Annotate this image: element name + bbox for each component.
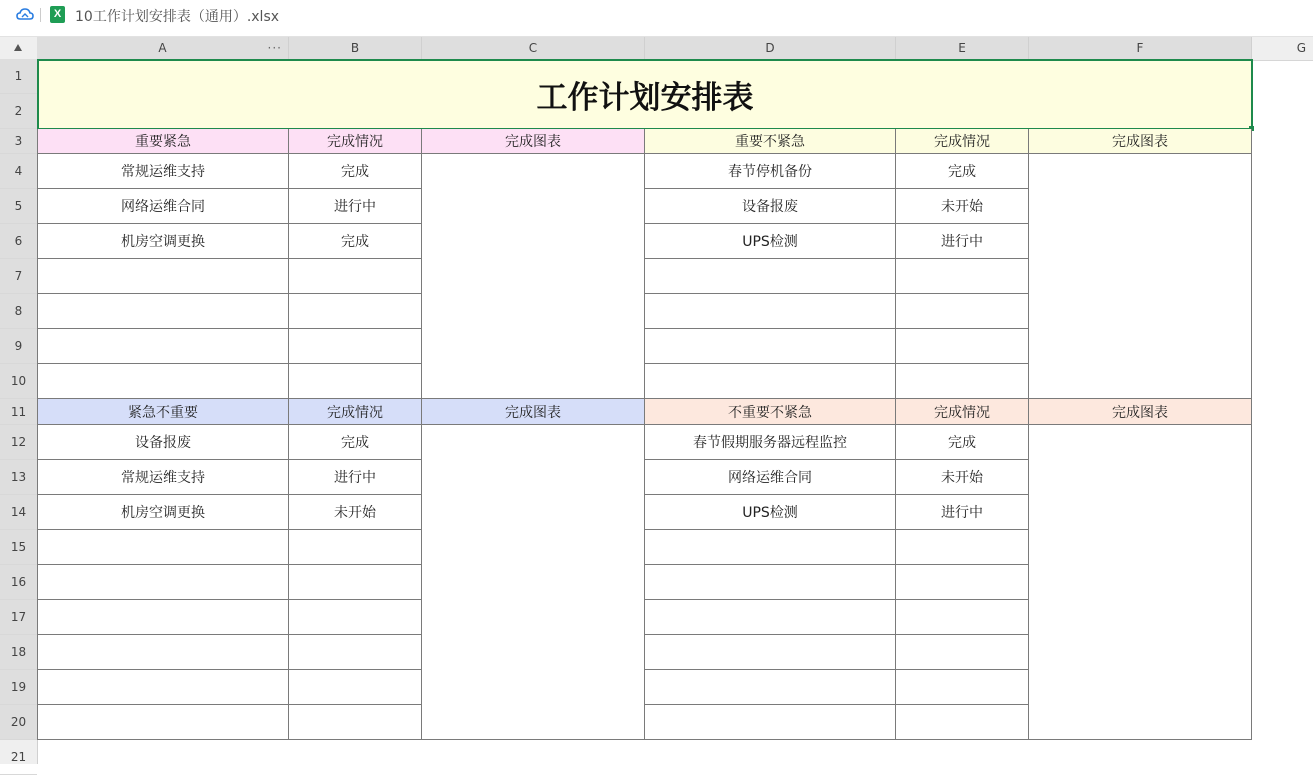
top-right-cell[interactable]: 完成	[896, 154, 1029, 189]
bottom-left-header-2[interactable]: 完成情况	[289, 399, 422, 425]
bottom-right-header-3[interactable]: 完成图表	[1029, 399, 1252, 425]
row-header-18[interactable]: 18	[0, 635, 37, 670]
row-header-3[interactable]: 3	[0, 129, 37, 154]
top-right-header-3[interactable]: 完成图表	[1029, 129, 1252, 154]
select-all-icon	[14, 44, 22, 51]
bottom-left-cell[interactable]: 未开始	[289, 495, 422, 530]
more-options-icon[interactable]: ···	[267, 41, 282, 55]
bottom-left-cell[interactable]	[37, 635, 289, 670]
top-left-header-3[interactable]: 完成图表	[422, 129, 645, 154]
top-right-cell[interactable]: 进行中	[896, 224, 1029, 259]
bottom-left-cell[interactable]: 机房空调更换	[37, 495, 289, 530]
top-right-cell[interactable]	[896, 364, 1029, 399]
bottom-right-cell[interactable]	[896, 530, 1029, 565]
top-right-header-1[interactable]: 重要不紧急	[645, 129, 896, 154]
bottom-left-cell[interactable]: 完成	[289, 425, 422, 460]
top-left-header-2[interactable]: 完成情况	[289, 129, 422, 154]
row-header-14[interactable]: 14	[0, 495, 37, 530]
bottom-right-cell[interactable]	[896, 670, 1029, 705]
bottom-left-cell[interactable]: 设备报废	[37, 425, 289, 460]
top-right-cell[interactable]: 春节停机备份	[645, 154, 896, 189]
top-left-cell[interactable]: 完成	[289, 224, 422, 259]
top-left-cell[interactable]	[37, 364, 289, 399]
column-header-b[interactable]: B	[289, 37, 422, 60]
top-left-cell[interactable]	[37, 294, 289, 329]
bottom-right-cell[interactable]	[896, 565, 1029, 600]
top-left-cell[interactable]: 网络运维合同	[37, 189, 289, 224]
top-right-cell[interactable]	[645, 329, 896, 364]
top-right-cell[interactable]	[645, 294, 896, 329]
row-header-19[interactable]: 19	[0, 670, 37, 705]
top-right-header-2[interactable]: 完成情况	[896, 129, 1029, 154]
row-header-13[interactable]: 13	[0, 460, 37, 495]
select-all-corner[interactable]	[0, 37, 38, 60]
top-right-cell[interactable]: 未开始	[896, 189, 1029, 224]
bottom-left-cell[interactable]	[289, 565, 422, 600]
top-left-cell[interactable]	[289, 329, 422, 364]
bottom-left-header-3[interactable]: 完成图表	[422, 399, 645, 425]
bottom-left-cell[interactable]	[289, 530, 422, 565]
bottom-left-cell[interactable]: 常规运维支持	[37, 460, 289, 495]
bottom-right-cell[interactable]	[645, 530, 896, 565]
top-left-cell[interactable]: 常规运维支持	[37, 154, 289, 189]
row-header-6[interactable]: 6	[0, 224, 37, 259]
top-right-cell[interactable]	[896, 294, 1029, 329]
top-left-cell[interactable]	[289, 294, 422, 329]
bottom-right-cell[interactable]	[645, 600, 896, 635]
bottom-right-cell[interactable]	[645, 670, 896, 705]
top-right-cell[interactable]	[896, 329, 1029, 364]
row-header-16[interactable]: 16	[0, 565, 37, 600]
bottom-right-chart-area[interactable]	[1029, 425, 1252, 740]
bottom-left-cell[interactable]	[37, 670, 289, 705]
top-left-chart-area[interactable]	[422, 154, 645, 399]
bottom-right-cell[interactable]: 未开始	[896, 460, 1029, 495]
bottom-left-cell[interactable]: 进行中	[289, 460, 422, 495]
bottom-right-header-2[interactable]: 完成情况	[896, 399, 1029, 425]
title-bar	[0, 0, 1313, 30]
bottom-left-cell[interactable]	[289, 600, 422, 635]
bottom-right-header-1[interactable]: 不重要不紧急	[645, 399, 896, 425]
bottom-left-cell[interactable]	[37, 600, 289, 635]
row-header-7[interactable]: 7	[0, 259, 37, 294]
bottom-right-cell[interactable]	[645, 705, 896, 740]
bottom-right-cell[interactable]: 春节假期服务器远程监控	[645, 425, 896, 460]
row-header-20[interactable]: 20	[0, 705, 37, 740]
column-header-g[interactable]: G	[1296, 41, 1306, 55]
cloud-icon[interactable]	[16, 7, 34, 23]
column-label-a: A	[158, 41, 167, 55]
top-left-cell[interactable]	[289, 364, 422, 399]
bottom-right-cell[interactable]: 进行中	[896, 495, 1029, 530]
bottom-left-header-1[interactable]: 紧急不重要	[37, 399, 289, 425]
column-header-e[interactable]: E	[896, 37, 1029, 60]
bottom-right-cell[interactable]	[896, 705, 1029, 740]
row-header-bar	[0, 59, 38, 764]
top-right-cell[interactable]	[645, 364, 896, 399]
top-left-cell[interactable]	[37, 259, 289, 294]
bottom-left-chart-area[interactable]	[422, 425, 645, 740]
column-header-d[interactable]: D	[645, 37, 896, 60]
bottom-right-cell[interactable]: 完成	[896, 425, 1029, 460]
column-header-a[interactable]	[37, 37, 289, 60]
row-header-9[interactable]: 9	[0, 329, 37, 364]
top-right-cell[interactable]: UPS检测	[645, 224, 896, 259]
bottom-left-cell[interactable]	[37, 705, 289, 740]
bottom-left-cell[interactable]	[37, 565, 289, 600]
row-header-2[interactable]: 2	[0, 94, 37, 129]
bottom-right-cell[interactable]	[896, 635, 1029, 670]
top-right-cell[interactable]	[645, 259, 896, 294]
top-left-cell[interactable]: 完成	[289, 154, 422, 189]
row-header-8[interactable]: 8	[0, 294, 37, 329]
title-separator	[40, 8, 41, 22]
top-left-cell[interactable]: 机房空调更换	[37, 224, 289, 259]
bottom-left-cell[interactable]	[37, 530, 289, 565]
top-left-cell[interactable]	[289, 259, 422, 294]
bottom-right-cell[interactable]	[645, 635, 896, 670]
row-header-12[interactable]: 12	[0, 425, 37, 460]
page-title[interactable]: 工作计划安排表	[37, 59, 1253, 130]
column-header-f[interactable]: F	[1029, 37, 1252, 60]
row-header-17[interactable]: 17	[0, 600, 37, 635]
file-name: 10工作计划安排表（通用）.xlsx	[75, 9, 280, 25]
row-header-11[interactable]: 11	[0, 399, 37, 425]
bottom-left-cell[interactable]	[289, 670, 422, 705]
column-header-c[interactable]: C	[422, 37, 645, 60]
row-header-1[interactable]: 1	[0, 59, 37, 94]
row-header-5[interactable]: 5	[0, 189, 37, 224]
top-right-cell[interactable]: 设备报废	[645, 189, 896, 224]
top-right-chart-area[interactable]	[1029, 154, 1252, 399]
bottom-right-cell[interactable]	[896, 600, 1029, 635]
row-header-4[interactable]: 4	[0, 154, 37, 189]
top-left-header-1[interactable]: 重要紧急	[37, 129, 289, 154]
excel-file-icon: X	[50, 6, 65, 23]
top-left-cell[interactable]: 进行中	[289, 189, 422, 224]
column-header-bar	[0, 36, 1313, 61]
top-right-cell[interactable]	[896, 259, 1029, 294]
top-left-cell[interactable]	[37, 329, 289, 364]
row-header-15[interactable]: 15	[0, 530, 37, 565]
row-header-10[interactable]: 10	[0, 364, 37, 399]
bottom-left-cell[interactable]	[289, 705, 422, 740]
row-header-21[interactable]: 21	[0, 740, 37, 775]
bottom-right-cell[interactable]: UPS检测	[645, 495, 896, 530]
bottom-left-cell[interactable]	[289, 635, 422, 670]
bottom-right-cell[interactable]: 网络运维合同	[645, 460, 896, 495]
bottom-right-cell[interactable]	[645, 565, 896, 600]
